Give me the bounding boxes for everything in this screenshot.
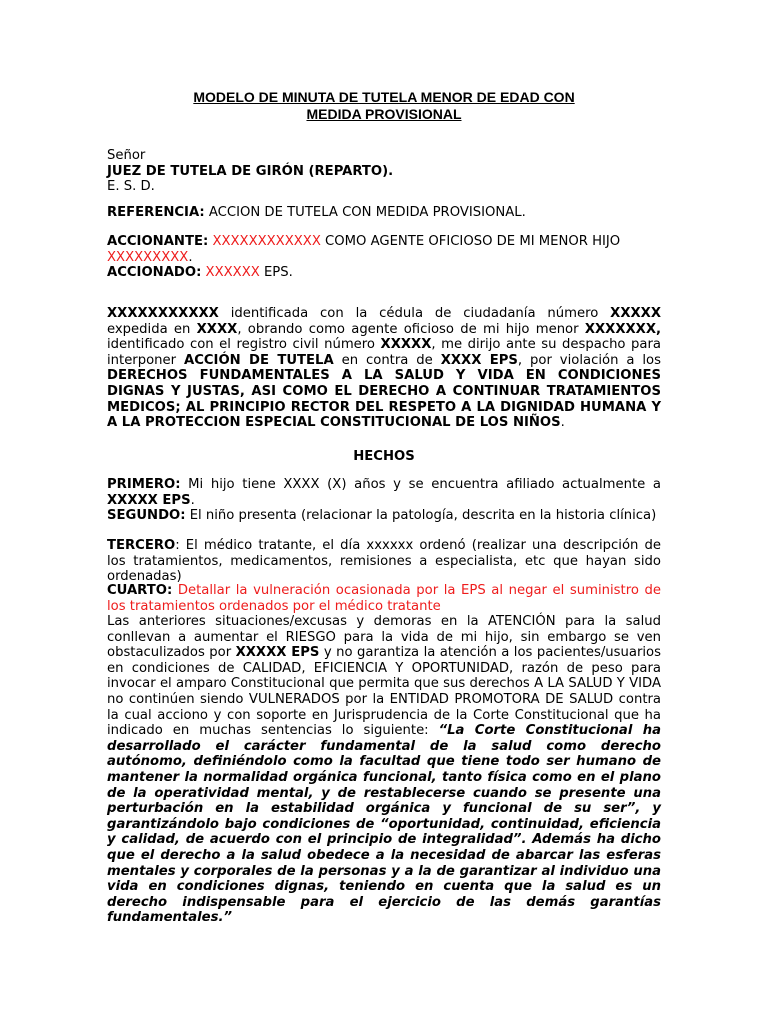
tercero-text: : El médico tratante, el día xxxxxx ordenó (realizar una descripción de los tratamientos, medicamentos, remisiones a especialista, etc que hayan sido ordenadas)	[107, 538, 661, 585]
hecho-primero	[107, 477, 661, 508]
hechos-heading: HECHOS	[353, 449, 415, 464]
primero-label: PRIMERO:	[107, 477, 181, 492]
accionado-name: XXXXXX	[201, 265, 260, 281]
judge-name: JUEZ DE TUTELA DE GIRÓN (REPARTO).	[107, 163, 394, 179]
intro-text: , por violación a los	[517, 352, 661, 368]
id-city: XXXX	[196, 321, 238, 337]
intro-text: .	[560, 415, 565, 431]
body-eps-name: XXXXX EPS	[235, 645, 320, 661]
segundo-text: El niño presenta (relacionar la patología, descrita en la historia clínica)	[185, 508, 657, 523]
document-title	[107, 89, 661, 123]
title-line-1: MODELO DE MINUTA DE TUTELA MENOR DE EDAD CON	[193, 89, 575, 105]
title-line-2: MEDIDA PROVISIONAL	[306, 106, 462, 122]
hecho-cuarto	[107, 583, 661, 614]
civil-registry-number: XXXXX	[380, 337, 432, 353]
reference-text: ACCION DE TUTELA CON MEDIDA PROVISIONAL.	[204, 205, 526, 220]
child-name: XXXXXXX,	[584, 321, 661, 337]
primero-end: .	[190, 492, 195, 508]
accionado-text: EPS.	[259, 265, 293, 281]
cuarto-label: CUARTO:	[107, 583, 173, 598]
intro-text: identificado con el registro civil número	[107, 337, 381, 353]
accionante-child: XXXXXXXXX	[107, 249, 189, 265]
eps-name: XXXX EPS	[440, 352, 518, 368]
rights-violated: DERECHOS FUNDAMENTALES A LA SALUD Y VIDA EN CONDICIONES DIGNAS Y JUSTAS, ASI COMO EL DERECHO A CONTINUAR TRATAMIENTOS MEDICOS; AL PRINCIPIO RECTOR DEL RESPETO A LA DIGNIDAD HUMANA Y A LA PROTECCION ESPECIAL CONSTITUCIONAL DE LOS NIÑOS	[107, 368, 661, 431]
accionante-end: .	[188, 249, 193, 265]
accionante-block	[107, 234, 661, 281]
accionante-label: ACCIONANTE:	[107, 234, 209, 249]
body-text: y no garantiza la atención a los pacientes/usuarios en condiciones de CALIDAD, EFICIENCIA Y OPORTUNIDAD, razón de peso para invocar el amparo Constitucional que permita que sus derechos A LA SALUD Y VIDA no continúen siendo VULNERADOS por la ENTIDAD PROMOTORA DE SALUD contra la cual acciono y con soporte en Jurisprudencia de la Corte Constitucional que ha indicado en muchas sentencias lo siguiente:	[107, 645, 661, 739]
body-paragraph	[107, 614, 661, 926]
reference-line	[107, 205, 661, 221]
reference-label: REFERENCIA:	[107, 205, 205, 220]
tercero-label: TERCERO	[107, 538, 176, 553]
intro-paragraph	[107, 306, 661, 431]
accion-tutela: ACCIÓN DE TUTELA	[184, 352, 334, 368]
intro-text: en contra de	[333, 352, 441, 368]
cuarto-text: Detallar la vulneración ocasionada por la EPS al negar el suministro de los tratamientos ordenados por el médico tratante	[107, 583, 661, 614]
jurisprudence-quote: “La Corte Constitucional ha desarrollado el carácter fundamental de la salud como derecho autónomo, definiéndolo como la facultad que tiene todo ser humano de mantener la normalidad orgánica funcional, tanto física como en el plano de la operatividad mental, y de restablecerse cuando se presente una perturbación en la estabilidad orgánica y funcional de su ser”, y garantizándolo bajo condiciones de “oportunidad, continuidad, eficiencia y calidad, de acuerdo con el principio de integralidad”. Además ha dicho que el derecho a la salud obedece a la necesidad de abarcar las esferas mentales y corporales de la personas y a la de garantizar al individuo una vida en condiciones dignas, teniendo en cuenta que la salud es un derecho indispensable para el ejercicio de las demás garantías fundamentales.”	[107, 723, 661, 926]
accionante-name: XXXXXXXXXXXX	[208, 234, 321, 249]
address-block	[107, 148, 661, 195]
hecho-segundo	[107, 508, 661, 524]
intro-text: , me dirijo ante su despacho para interponer	[107, 337, 661, 368]
segundo-label: SEGUNDO:	[107, 508, 186, 523]
primero-text: Mi hijo tiene XXXX (X) años y se encuentra afiliado actualmente a	[180, 477, 661, 492]
salutation: Señor	[107, 148, 146, 163]
id-number: XXXXX	[610, 306, 661, 321]
intro-text: identificada con la cédula de ciudadanía número	[218, 306, 611, 321]
accionado-label: ACCIONADO:	[107, 265, 202, 281]
body-text: Las anteriores situaciones/excusas y demoras en la ATENCIÓN para la salud conllevan a aumentar el RIESGO para la vida de mi hijo, sin embargo se ven obstaculizados por	[107, 614, 661, 661]
intro-text: expedida en	[107, 321, 197, 337]
esd-line: E. S. D.	[107, 179, 155, 195]
petitioner-name: XXXXXXXXXXX	[107, 306, 219, 321]
primero-eps: XXXXX EPS	[107, 492, 191, 508]
hecho-tercero	[107, 538, 661, 585]
accionante-text: COMO AGENTE OFICIOSO DE MI MENOR HIJO	[320, 234, 621, 249]
intro-text: , obrando como agente oficioso de mi hijo menor	[237, 321, 585, 337]
